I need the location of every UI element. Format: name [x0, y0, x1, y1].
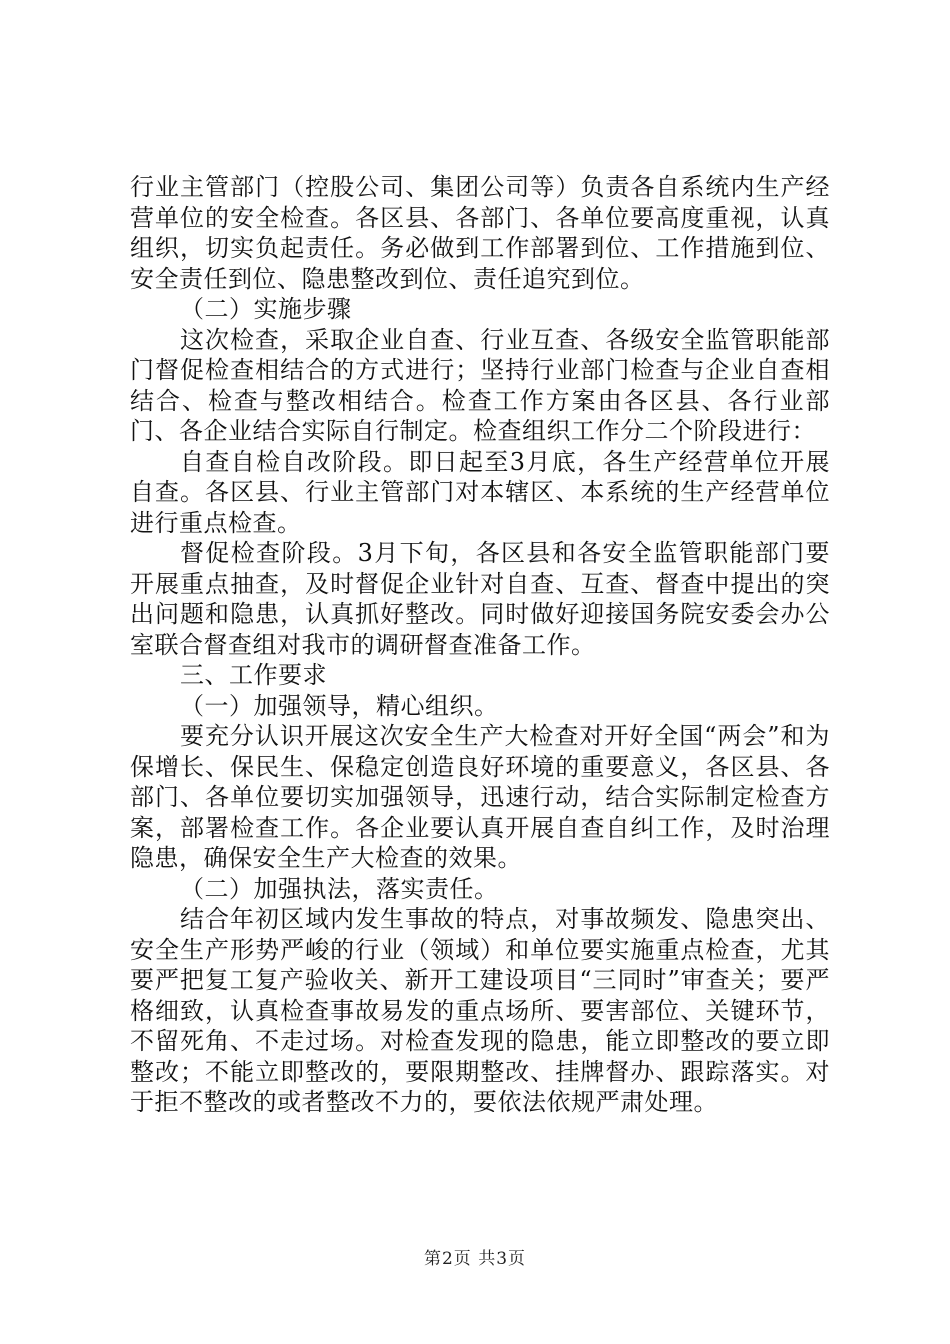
paragraph-5: 督促检查阶段。3月下旬，各区县和各安全监管职能部门要开展重点抽查，及时督促企业针对自查、互查、督查中提出的突出问题和隐患，认真抓好整改。同时做好迎接国务院安委会办公室联合督查组对我市的调研督查准备工作。 [130, 539, 830, 659]
paragraph-4: 自查自检自改阶段。即日起至3月底，各生产经营单位开展自查。各区县、行业主管部门对本辖区、本系统的生产经营单位进行重点检查。 [130, 447, 830, 537]
paragraph-9: （二）加强执法，落实责任。 [180, 874, 499, 903]
paragraph-2: （二）实施步骤 [180, 295, 352, 323]
page-footer: 第2页 共3页 [423, 1249, 527, 1269]
paragraph-3: 这次检查，采取企业自查、行业互查、各级安全监管职能部门督促检查相结合的方式进行；坚持行业部门检查与企业自查相结合、检查与整改相结合。检查工作方案由各区县、各行业部门、各企业结合实际自行制定。检查组织工作分二个阶段进行： [130, 325, 830, 445]
paragraph-7: （一）加强领导，精心组织。 [180, 691, 499, 720]
document-body [130, 172, 830, 1118]
paragraph-6: 三、工作要求 [180, 661, 327, 689]
paragraph-10: 结合年初区域内发生事故的特点，对事故频发、隐患突出、安全生产形势严峻的行业（领域）和单位要实施重点检查，尤其要严把复工复产验收关、新开工建设项目“三同时”审查关；要严格细致，认真检查事故易发的重点场所、要害部位、关键环节，不留死角、不走过场。对检查发现的隐患，能立即整改的要立即整改；不能立即整改的，要限期整改、挂牌督办、跟踪落实。对于拒不整改的或者整改不力的，要依法依规严肃处理。 [130, 905, 830, 1116]
paragraph-8: 要充分认识开展这次安全生产大检查对开好全国“两会”和为保增长、保民生、保稳定创造良好环境的重要意义，各区县、各部门、各单位要切实加强领导，迅速行动，结合实际制定检查方案，部署检查工作。各企业要认真开展自查自纠工作，及时治理隐患，确保安全生产大检查的效果。 [130, 722, 830, 872]
paragraph-1: 行业主管部门（控股公司、集团公司等）负责各自系统内生产经营单位的安全检查。各区县、各部门、各单位要高度重视，认真组织，切实负起责任。务必做到工作部署到位、工作措施到位、安全责任到位、隐患整改到位、责任追究到位。 [130, 173, 830, 293]
